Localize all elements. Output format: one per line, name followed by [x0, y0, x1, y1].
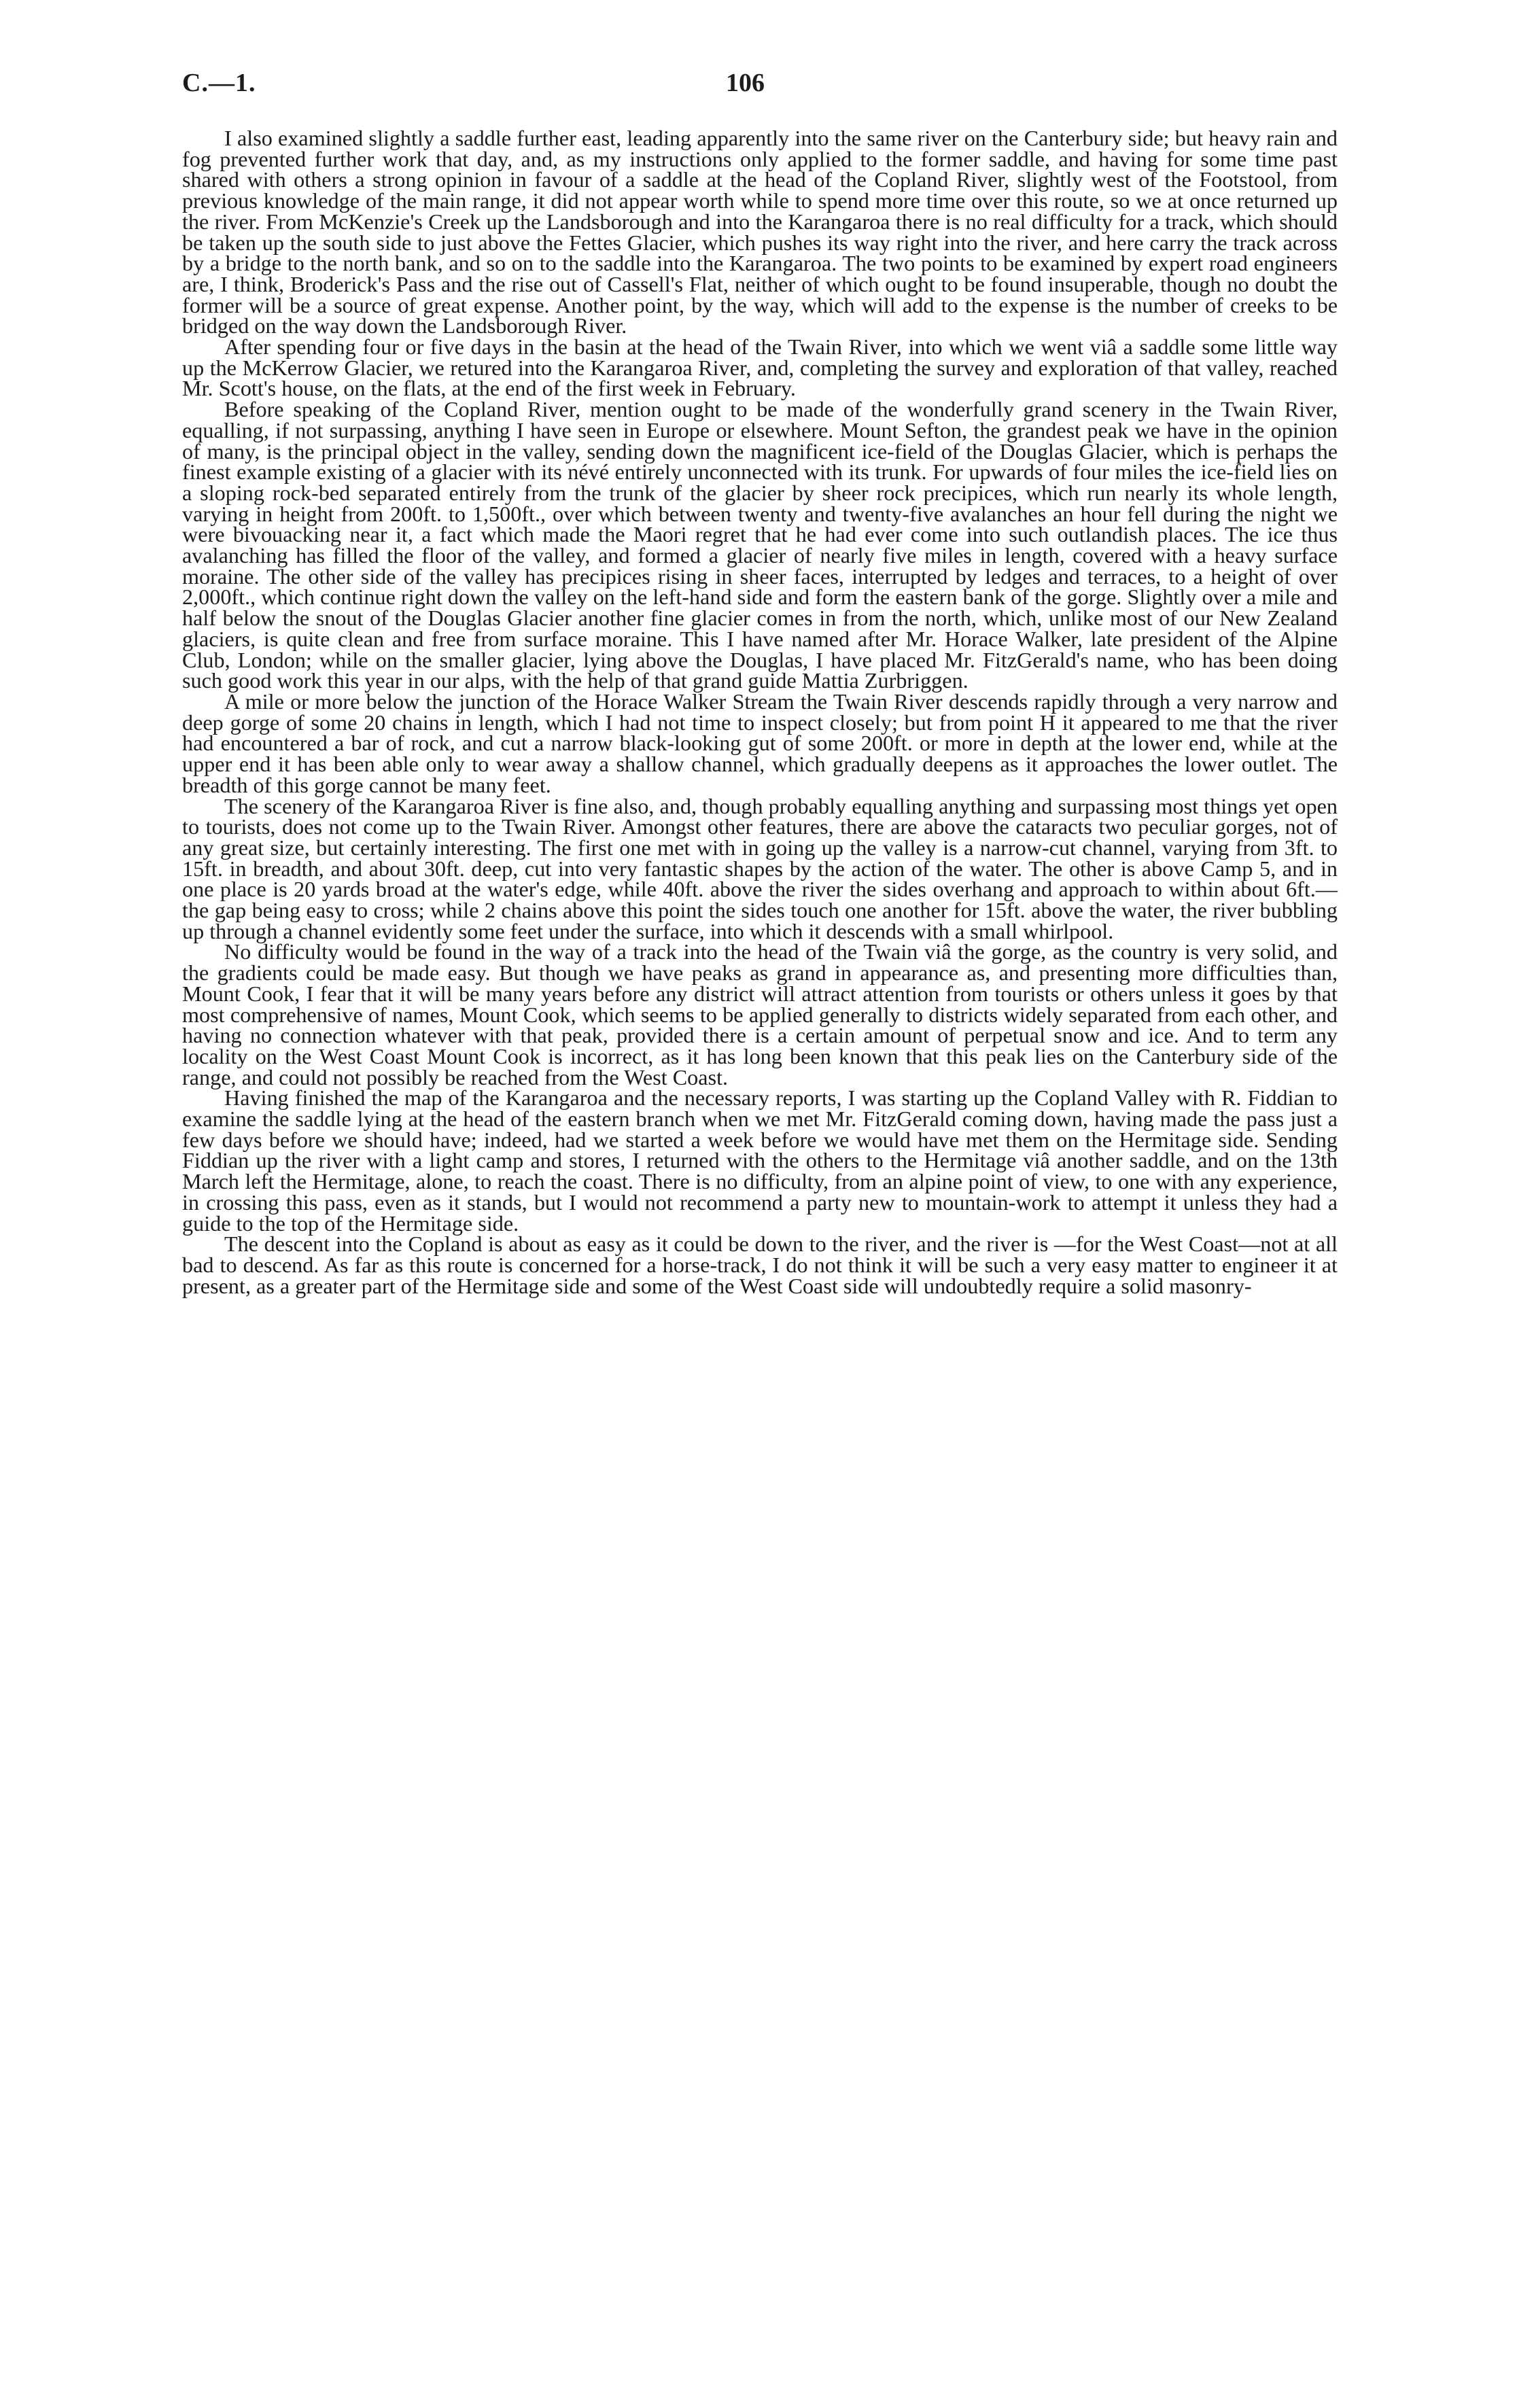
- document-reference: C.—1.: [182, 69, 256, 97]
- page-number: 106: [726, 69, 765, 97]
- paragraph-twain-scenery: Before speaking of the Copland River, mention ought to be made of the wonderfully grand scenery in the Twain River, equalling, if not surpassing, anything I have seen in Europe or elsewhere. Mount Sefton, the grandest peak we have in the opinion of many, is the principal object in the valley, sending down the magnificent ice-field of the Douglas Glacier, which is perhaps the finest example existing of a glacier with its névé entirely unconnected with its trunk. For upwards of four miles the ice-field lies on a sloping rock-bed separated entirely from the trunk of the glacier by sheer rock precipices, which run nearly its whole length, varying in height from 200ft. to 1,500ft., over which between twenty and twenty-five avalanches an hour fell during the night we were bivouacking near it, a fact which made the Maori regret that he had ever come into such outlandish places. The ice thus avalanching has filled the floor of the valley, and formed a glacier of nearly five miles in length, covered with a heavy surface moraine. The other side of the valley has precipices rising in sheer faces, interrupted by ledges and terraces, to a height of over 2,000ft., which continue right down the valley on the left-hand side and form the eastern bank of the gorge. Slightly over a mile and half below the snout of the Douglas Glacier another fine glacier comes in from the north, which, unlike most of our New Zealand glaciers, is quite clean and free from surface moraine. This I have named after Mr. Horace Walker, late president of the Alpine Club, London; while on the smaller glacier, lying above the Douglas, I have placed Mr. FitzGerald's name, who has been doing such good work this year in our alps, with the help of that grand guide Mattia Zurbriggen.: [182, 397, 1338, 693]
- body-text: [182, 128, 1338, 1296]
- paragraph-twain-basin: After spending four or five days in the basin at the head of the Twain River, into which we went viâ a saddle some little way up the McKerrow Glacier, we retured into the Karangaroa River, and, completing the survey and exploration of that valley, reached Mr. Scott's house, on the flats, at the end of the first week in February.: [182, 334, 1338, 401]
- paragraph-karangaroa-scenery: The scenery of the Karangaroa River is fine also, and, though probably equalling anything and surpassing most things yet open to tourists, does not come up to the Twain River. Amongst other features, there are above the cataracts two peculiar gorges, not of any great size, but certainly interesting. The first one met with in going up the valley is a narrow-cut channel, varying from 3ft. to 15ft. in breadth, and about 30ft. deep, cut into very fantastic shapes by the action of the water. The other is above Camp 5, and in one place is 20 yards broad at the water's edge, while 40ft. above the river the sides overhang and approach to within about 6ft.—the gap being easy to cross; while 2 chains above this point the sides touch one another for 15ft. above the water, the river bubbling up through a channel evidently some feet under the surface, into which it descends with a small whirlpool.: [182, 793, 1338, 943]
- paragraph-twain-gorge: A mile or more below the junction of the Horace Walker Stream the Twain River descends rapidly through a very narrow and deep gorge of some 20 chains in length, which I had not time to inspect closely; but from point H it appeared to me that the river had encountered a bar of rock, and cut a narrow black-looking gut of some 200ft. or more in depth at the lower end, while at the upper end it has been able only to wear away a shallow channel, which gradually deepens as it approaches the lower outlet. The breadth of this gorge cannot be many feet.: [182, 688, 1338, 797]
- paragraph-copland-descent: The descent into the Copland is about as easy as it could be down to the river, and the river is —for the West Coast—not at all bad to descend. As far as this route is concerned for a horse-track, I do not think it will be such a very easy matter to engineer it at present, as a greater part of the Hermitage side and some of the West Coast side will undoubtedly require a solid masonry-: [182, 1232, 1338, 1298]
- page-header: [182, 68, 1338, 109]
- paragraph-saddle-east: I also examined slightly a saddle further east, leading apparently into the same river on the Canterbury side; but heavy rain and fog prevented further work that day, and, as my instructions only applied to the former saddle, and having for some time past shared with others a strong opinion in favour of a saddle at the head of the Copland River, slightly west of the Footstool, from previous knowledge of the main range, it did not appear worth while to spend more time over this route, so we at once returned up the river. From McKenzie's Creek up the Landsborough and into the Karangaroa there is no real difficulty for a track, which should be taken up the south side to just above the Fettes Glacier, which pushes its way right into the river, and here carry the track across by a bridge to the north bank, and so on to the saddle into the Karangaroa. The two points to be examined by expert road engineers are, I think, Broderick's Pass and the rise out of Cassell's Flat, neither of which ought to be found insuperable, though no doubt the former will be a source of great expense. Another point, by the way, which will add to the expense is the number of creeks to be bridged on the way down the Landsborough River.: [182, 126, 1338, 338]
- paragraph-copland-valley: Having finished the map of the Karangaroa and the necessary reports, I was starting up the Copland Valley with R. Fiddian to examine the saddle lying at the head of the eastern branch when we met Mr. FitzGerald coming down, having made the pass just a few days before we should have; indeed, had we started a week before we would have met them on the Hermitage side. Sending Fiddian up the river with a light camp and stores, I returned with the others to the Hermitage viâ another saddle, and on the 13th March left the Hermitage, alone, to reach the coast. There is no difficulty, from an alpine point of view, to one with any experience, in crossing this pass, even as it stands, but I would not recommend a party new to mountain-work to attempt it unless they had a guide to the top of the Hermitage side.: [182, 1085, 1338, 1236]
- paragraph-track-mount-cook: No difficulty would be found in the way of a track into the head of the Twain viâ the gorge, as the country is very solid, and the gradients could be made easy. But though we have peaks as grand in appearance as, and presenting more difficulties than, Mount Cook, I fear that it will be many years before any district will attract attention from tourists or others unless it goes by that most comprehensive of names, Mount Cook, which seems to be applied generally to districts widely separated from each other, and having no connection whatever with that peak, provided there is a certain amount of perpetual snow and ice. And to term any locality on the West Coast Mount Cook is incorrect, as it has long been known that this peak lies on the Canterbury side of the range, and could not possibly be reached from the West Coast.: [182, 939, 1338, 1089]
